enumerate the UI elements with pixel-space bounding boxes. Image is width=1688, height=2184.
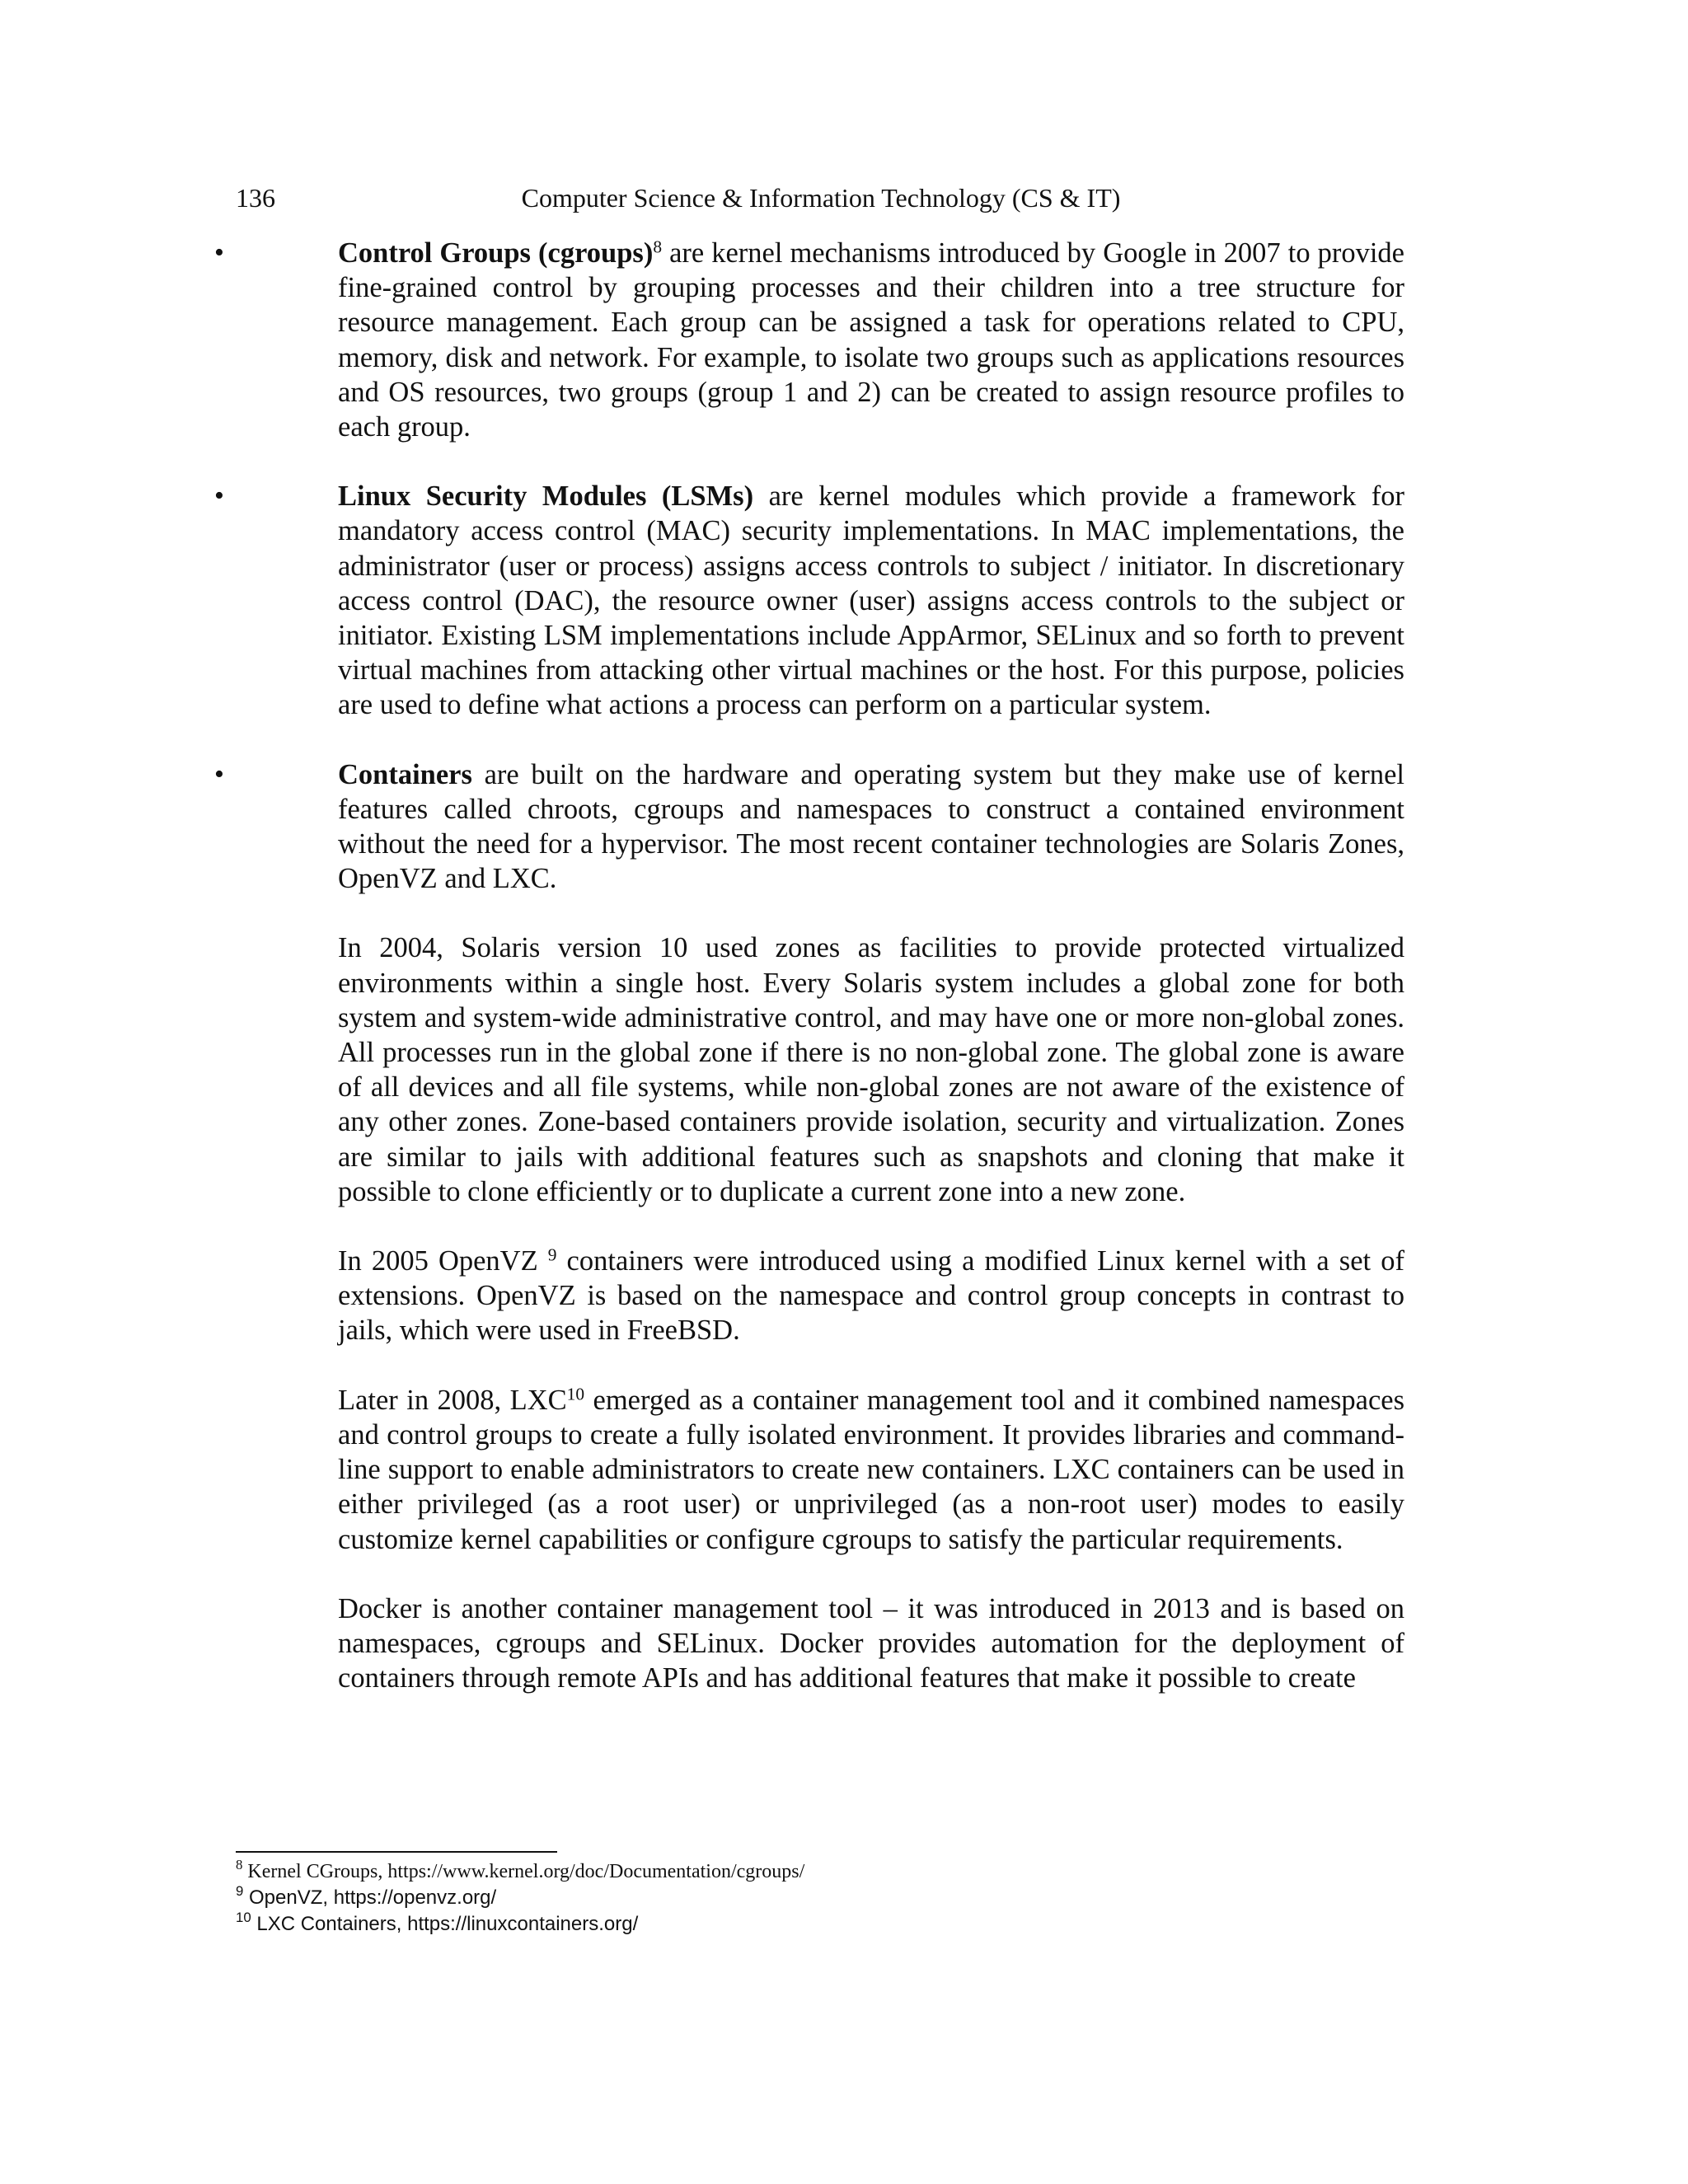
bullet-term: Control Groups (cgroups) [338, 237, 654, 269]
paragraph-text: Later in 2008, LXC [338, 1384, 567, 1416]
footnote-8 [236, 1858, 1390, 1885]
running-title: Computer Science & Information Technology (CS & IT) [521, 183, 1121, 213]
main-content [214, 236, 1404, 1730]
bullet-text: are kernel mechanisms introduced by Google in 2007 to provide fine-grained control by grouping processes and their children into a tree structure for resource management. Each group can be assigned a task for operations related to CPU, memory, disk and network. For example, to isolate two groups such as applications resources and OS resources, two groups (group 1 and 2) can be created to assign resource profiles to each group. [338, 237, 1404, 443]
bullet-icon: • [214, 480, 224, 512]
bullet-term: Linux Security Modules (LSMs) [338, 480, 754, 513]
page-number: 136 [236, 183, 275, 213]
bullet-text: are built on the hardware and operating system but they make use of kernel features called chroots, cgroups and namespaces to construct a contained environment without the need for a hypervisor. The most recent container technologies are Solaris Zones, OpenVZ and LXC. [338, 758, 1404, 895]
bullet-item-cgroups [214, 236, 1404, 444]
paragraph-text: containers were introduced using a modified Linux kernel with a set of extensions. OpenVZ is based on the namespace and control group concepts in contrast to jails, which were used in FreeBSD. [338, 1245, 1404, 1347]
bullet-text: are kernel modules which provide a framework for mandatory access control (MAC) security implementations. In MAC implementations, the administrator (user or process) assigns access controls to subject / initiator. In discretionary access control (DAC), the resource owner (user) assigns access controls to the subject or initiator. Existing LSM implementations include AppArmor, SELinux and so forth to prevent virtual machines from attacking other virtual machines or the host. For this purpose, policies are used to define what actions a process can perform on a particular system. [338, 480, 1404, 721]
footnote-10 [236, 1911, 1390, 1938]
bullet-item-containers [214, 757, 1404, 897]
paragraph-text: In 2005 OpenVZ [338, 1245, 548, 1277]
bullet-icon: • [214, 758, 224, 790]
footnote-number: 8 [236, 1856, 243, 1872]
bullet-icon: • [214, 237, 224, 268]
paragraph-text: emerged as a container management tool and it combined namespaces and control groups to create a fully isolated environment. It provides libraries and command-line support to enable administrators to create new containers. LXC containers can be used in either privileged (as a root user) or unprivileged (as a non-root user) modes to easily customize kernel capabilities or configure cgroups to satisfy the particular requirements. [338, 1384, 1404, 1555]
paragraph-solaris: In 2004, Solaris version 10 used zones as facilities to provide protected virtualized environments within a single host. Every Solaris system includes a global zone for both system and system-wide administrative control, and may have one or more non-global zones. All processes run in the global zone if there is no non-global zone. The global zone is aware of all devices and all file systems, while non-global zones are not aware of the existence of any other zones. Zone-based containers provide isolation, security and virtualization. Zones are similar to jails with additional features such as snapshots and cloning that make it possible to clone efficiently or to duplicate a current zone into a new zone. [338, 932, 1404, 1207]
footnotes [236, 1858, 1390, 1938]
bullet-term: Containers [338, 758, 472, 790]
paragraph-lxc [338, 1383, 1404, 1557]
footnote-number: 9 [236, 1882, 244, 1899]
page-header [236, 183, 1406, 223]
footnote-ref[interactable]: 9 [547, 1244, 557, 1265]
footnote-text[interactable]: Kernel CGroups, https://www.kernel.org/doc/Documentation/cgroups/ [247, 1861, 805, 1882]
paragraph-openvz [338, 1244, 1404, 1348]
paragraph-docker: Docker is another container management tool – it was introduced in 2013 and is based on namespaces, cgroups and SELinux. Docker provides automation for the deployment of containers through remote APIs and has additional features that make it possible to create [338, 1592, 1404, 1694]
bullet-item-lsms [214, 479, 1404, 722]
footnote-text[interactable]: OpenVZ, https://openvz.org/ [249, 1886, 497, 1909]
footnote-text[interactable]: LXC Containers, https://linuxcontainers.org/ [256, 1913, 639, 1935]
footnote-ref[interactable]: 10 [566, 1383, 585, 1404]
footnote-9 [236, 1882, 1390, 1911]
footnote-divider [236, 1851, 557, 1853]
footnote-number: 10 [236, 1909, 251, 1925]
footnote-ref[interactable]: 8 [653, 237, 663, 257]
